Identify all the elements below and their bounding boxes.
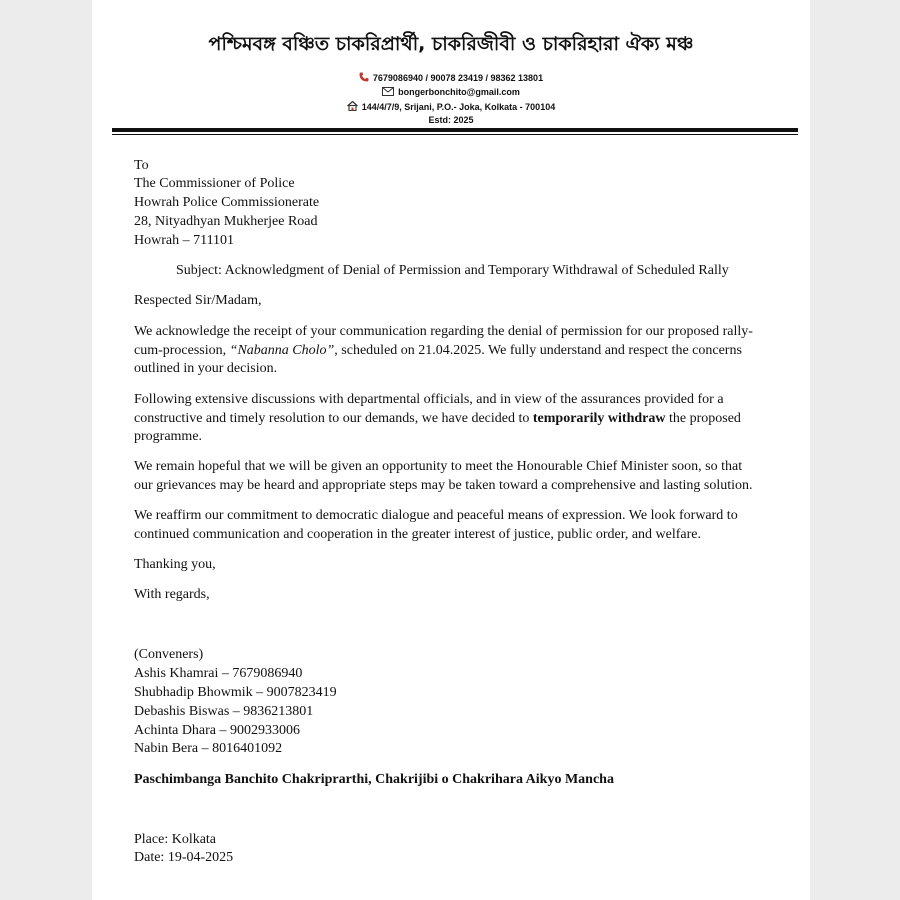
- letterhead-title: পশ্চিমবঙ্গ বঞ্চিত চাকরিপ্রার্থী, চাকরিজীবী ও চাকরিহারা ঐক্য মঞ্চ: [208, 33, 694, 55]
- letter-page: [92, 0, 810, 900]
- convener-item: Achinta Dhara – 9002933006: [134, 723, 301, 738]
- withdraw-emphasis: temporarily withdraw: [532, 410, 666, 426]
- recipient-to: To: [134, 158, 149, 173]
- letterhead-rule-thick: [112, 128, 798, 132]
- convener-item: Ashis Khamrai – 7679086940: [134, 666, 303, 681]
- subject-line: Subject: Acknowledgment of Denial of Permission and Temporary Withdrawal of Scheduled Rally: [176, 263, 729, 278]
- letterhead-phones: [92, 72, 810, 83]
- rally-name: “Nabanna Cholo”: [229, 342, 335, 358]
- paragraph-hope: We remain hopeful that we will be given an opportunity to meet the Honourable Chief Minister soon, so that our grievances may be heard and appropriate steps may be taken toward a comprehensive and lasting solution.: [134, 459, 753, 493]
- mail-icon: [382, 87, 394, 96]
- recipient-city: Howrah – 711101: [134, 233, 235, 248]
- salutation: Respected Sir/Madam,: [134, 293, 262, 308]
- address-text: 144/4/7/9, Srijani, P.O.- Joka, Kolkata - 700104: [361, 102, 556, 112]
- recipient-title: The Commissioner of Police: [134, 176, 295, 191]
- letterhead-established: Estd: 2025: [428, 115, 474, 125]
- recipient-office: Howrah Police Commissionerate: [134, 195, 320, 210]
- email-address: bongerbonchito@gmail.com: [398, 87, 520, 97]
- date: Date: 19-04-2025: [134, 850, 234, 865]
- home-icon: [347, 101, 358, 111]
- organisation-name: Paschimbanga Banchito Chakriprarthi, Chakrijibi o Chakrihara Aikyo Mancha: [134, 772, 614, 787]
- paragraph-acknowledgement: We acknowledge the receipt of your communication regarding the denial of permission for our proposed rally-cum-procession, “Nabanna Cholo”, scheduled on 21.04.2025. We fully understand and respect the concerns outlined in your decision.: [134, 324, 753, 376]
- letterhead-email: [92, 87, 810, 97]
- phone-numbers: 7679086940 / 90078 23419 / 98362 13801: [372, 73, 544, 83]
- paragraph-commitment: We reaffirm our commitment to democratic dialogue and peaceful means of expression. We look forward to continued communication and cooperation in the greater interest of justice, public order, and welfare.: [134, 508, 738, 542]
- convener-item: Debashis Biswas – 9836213801: [134, 704, 314, 719]
- closing-regards: With regards,: [134, 587, 210, 602]
- phone-icon: [359, 72, 369, 82]
- letterhead-address: [92, 101, 810, 112]
- closing-thanks: Thanking you,: [134, 557, 216, 572]
- recipient-street: 28, Nityadhyan Mukherjee Road: [134, 214, 318, 229]
- conveners-label: (Conveners): [134, 647, 204, 662]
- place: Place: Kolkata: [134, 832, 217, 847]
- paragraph-withdrawal: Following extensive discussions with departmental officials, and in view of the assurances provided for a constructive and timely resolution to our demands, we have decided to temporarily withdraw the proposed programme.: [134, 392, 741, 444]
- convener-item: Nabin Bera – 8016401092: [134, 741, 283, 756]
- letterhead-rule-thin: [112, 134, 798, 135]
- convener-item: Shubhadip Bhowmik – 9007823419: [134, 685, 337, 700]
